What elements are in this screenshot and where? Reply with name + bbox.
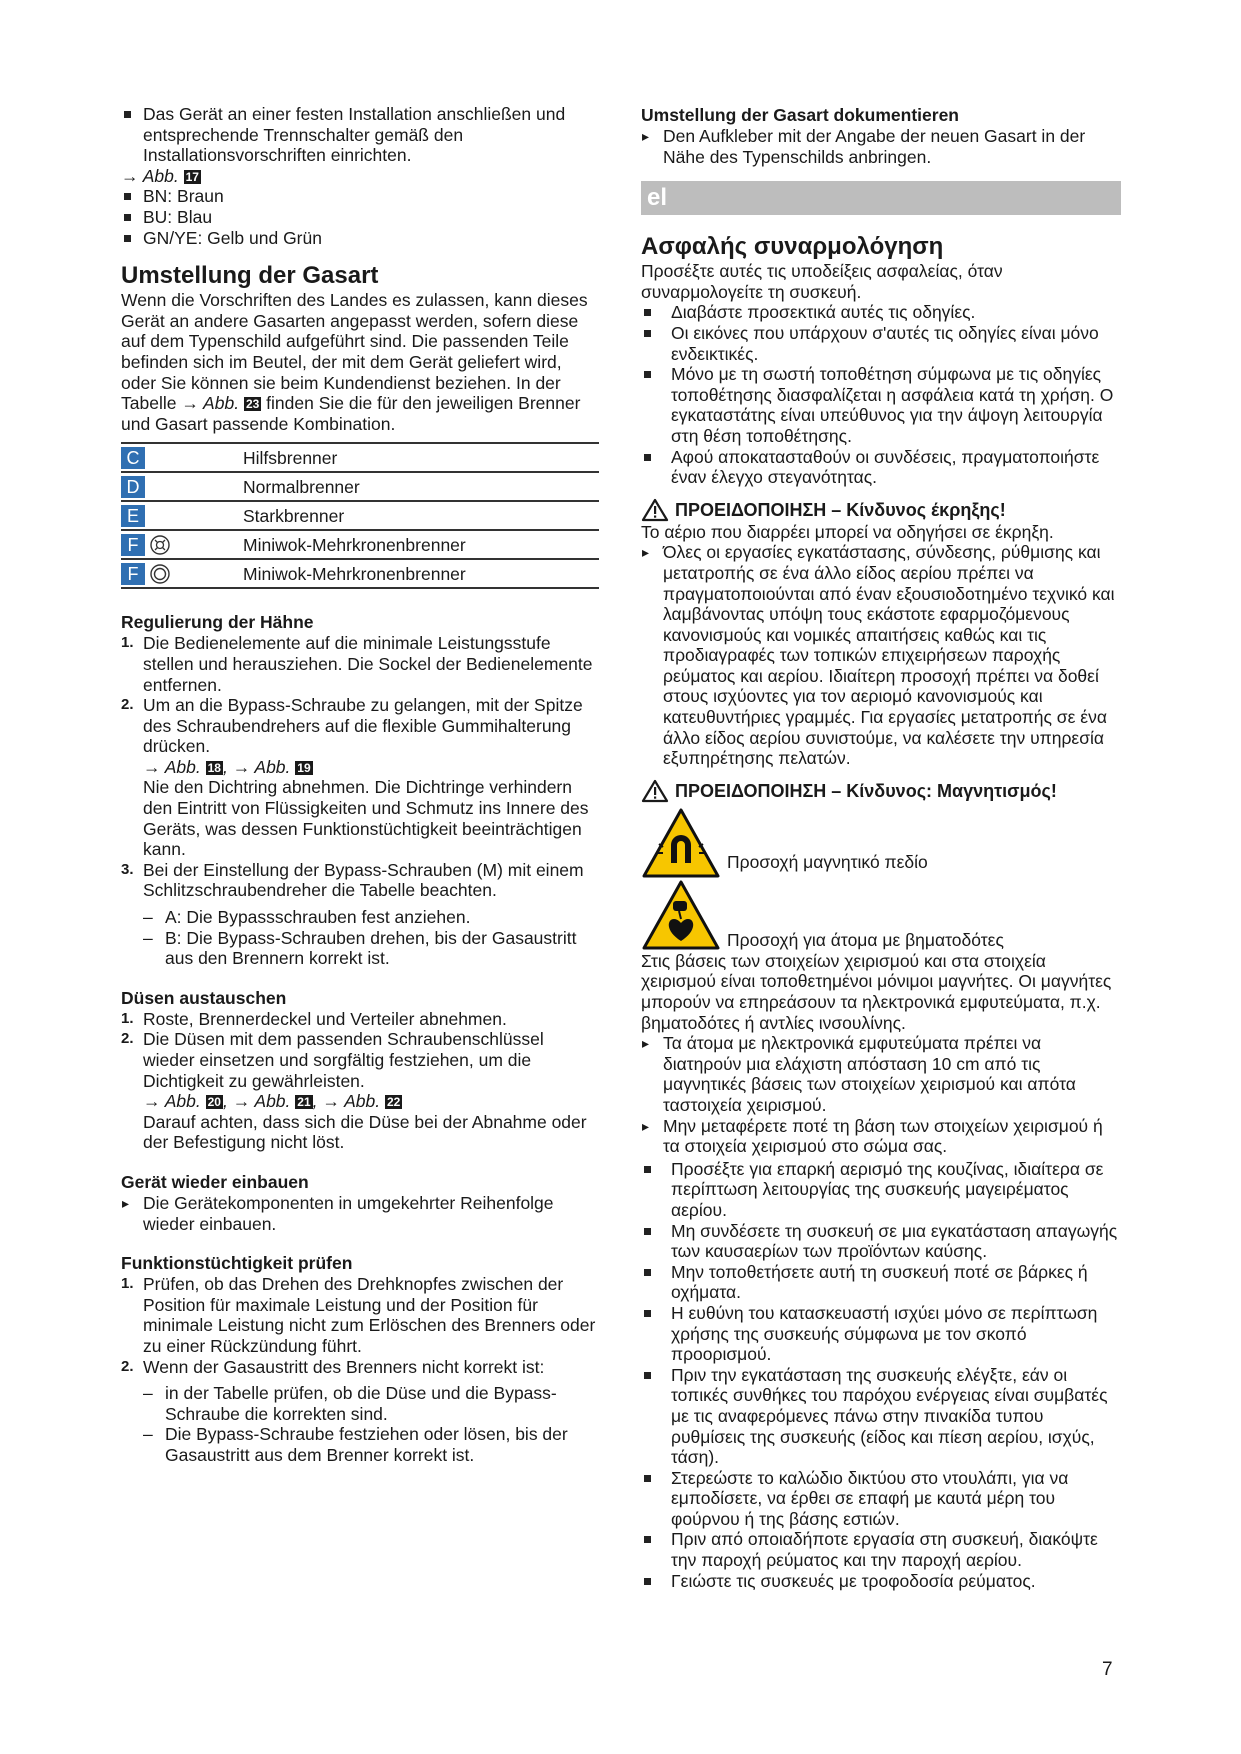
page-number: 7 (1102, 1659, 1113, 1680)
burner-name: Miniwok-Mehrkronenbrenner (243, 530, 599, 559)
sub-item: – B: Die Bypass-Schrauben drehen, bis der Gasaustritt aus den Brennern korrekt ist. (121, 928, 599, 969)
action-item: ▸ Τα άτομα με ηλεκτρονικά εμφυτεύματα πρέπει να διατηρούν μια ελάχιστη απόσταση 10 cm από τις μαγνητικές βάσεις των στοιχείων χειρισμού και απότα ταστοιχεία χειρισμού. (641, 1033, 1121, 1115)
list-item: Μην τοποθετήσετε αυτή τη συσκευή ποτέ σε βάρκες ή οχήματα. (641, 1262, 1121, 1303)
left-column (121, 104, 599, 1466)
warning-text: Το αέριο που διαρρέει μπορεί να οδηγήσει σε έκρηξη. (641, 521, 1054, 542)
pruefen-heading: Funktionstüchtigkeit prüfen (121, 1253, 353, 1274)
double-ring-icon (149, 563, 171, 585)
list-item: Οι εικόνες που υπάρχουν σ'αυτές τις οδηγίες είναι μόνο ενδεικτικές. (641, 323, 1121, 364)
list-item: 2. Um an die Bypass-Schraube zu gelangen, mit der Spitze des Schraubendrehers auf die flexible Gummihalterung drücken. (121, 695, 583, 757)
burner-table (121, 442, 599, 589)
intro-bullet: Das Gerät an einer festen Installation anschließen und entsprechende Trennschalter gemäß den Installationsvorschriften einrichten. (121, 104, 599, 166)
table-row (121, 472, 599, 501)
list-item: 2. Wenn der Gasaustritt des Brenners nicht korrekt ist: (121, 1356, 545, 1377)
magnet-text: Στις βάσεις των στοιχείων χειρισμού και στα στοιχεία χειρισμού είναι τοποθετημένοι μόνιμοι μαγνήτες. Οι μαγνήτες μπορούν να επηρεάσουν τα ηλεκτρονικά εμφυτεύματα, π.χ. βηματοδότες ή αντλίες ινσουλίνης. (641, 950, 1112, 1033)
pacemaker-pictogram: Προσοχή για άτομα με βηματοδότες (641, 879, 1121, 951)
figure-badge: 23 (245, 397, 260, 412)
list-note: Nie den Dichtring abnehmen. Die Dichtringe verhindern den Eintritt von Flüssigkeiten und Schmutz ins Innere des Geräts, was dessen Funktionstüchtigkeit beeinträchtigen kann. (143, 777, 589, 860)
burner-letter: D (121, 476, 145, 498)
language-bar: el (641, 181, 1121, 215)
warning-magnetism: ΠΡΟΕΙΔΟΠΟΙΗΣΗ – Κίνδυνος: Μαγνητισμός! (641, 779, 1121, 803)
action-item: ▸ Μην μεταφέρετε ποτέ τη βάση των στοιχείων χειρισμού ή τα στοιχεία χειρισμού στο σώμα σας. (641, 1116, 1121, 1157)
table-row (121, 443, 599, 472)
burner-letter: C (121, 447, 145, 469)
burner-name: Normalbrenner (243, 472, 599, 501)
haehne-heading: Regulierung der Hähne (121, 612, 314, 633)
list-item: Στερεώστε το καλώδιο δικτύου στο ντουλάπι, για να εμποδίσετε, να έρθει σε επαφή με καυτά μέρη του φούρνου ή της βάσης εστιών. (641, 1468, 1121, 1530)
wire-item: GN/YE: Gelb und Grün (121, 228, 599, 249)
list-item: Πριν την εγκατάσταση της συσκευής ελέγξτε, εάν οι τοπικές συνθήκες του παρόχου ενέργειας είναι συμβατές με τις αναφερόμενες πάνω στην πινακίδα τυπου ρυθμίσεις της συσκευής (είδος και πίεση αερίου, ισχύς, τάση). (641, 1365, 1121, 1468)
list-item: Διαβάστε προσεκτικά αυτές τις οδηγίες. (641, 302, 1121, 323)
wire-item: BN: Braun (121, 186, 599, 207)
sub-item: – A: Die Bypassschrauben fest anziehen. (121, 907, 599, 928)
einbauen-heading: Gerät wieder einbauen (121, 1171, 309, 1192)
sub-item: – Die Bypass-Schraube festziehen oder lösen, bis der Gasaustritt aus dem Brenner korrekt ist. (121, 1424, 599, 1465)
table-row (121, 501, 599, 530)
burner-letter: F (121, 563, 145, 585)
figure-ref: → Abb. 18 , → Abb. 19 (143, 756, 311, 777)
list-item: Μόνο με τη σωστή τοποθέτηση σύμφωνα με τις οδηγίες τοποθέτησης διασφαλίζεται η ασφάλεια κατά τη χρήση. Ο εγκαταστάτης είναι υπεύθυνος για την άψογη λειτουργία στη θέση τοποθέτησης. (641, 364, 1121, 446)
table-row (121, 530, 599, 559)
burner-letter: E (121, 505, 145, 527)
gasart-heading: Umstellung der Gasart (121, 262, 379, 290)
list-item: Προσέξτε για επαρκή αερισμό της κουζίνας, ιδιαίτερα σε περίπτωση λειτουργίας της συσκευής μαγειρέματος αερίου. (641, 1159, 1121, 1221)
figure-ref: → Abb. 20 , → Abb. 21 , → Abb. 22 (143, 1091, 401, 1112)
warning-triangle-icon (641, 779, 669, 803)
list-item: 3. Bei der Einstellung der Bypass-Schrauben (M) mit einem Schlitzschraubendreher die Tabelle beachten. (121, 859, 584, 901)
list-item: Πριν από οποιαδήποτε εργασία στη συσκευή, διακόψτε την παροχή ρεύματος και την παροχή αερίου. (641, 1529, 1121, 1570)
burner-letter: F (121, 534, 145, 556)
doku-heading: Umstellung der Gasart dokumentieren (641, 105, 959, 125)
right-column (641, 104, 1121, 1591)
duesen-heading: Düsen austauschen (121, 987, 287, 1008)
list-item: Η ευθύνη του κατασκευαστή ισχύει μόνο σε περίπτωση χρήσης της συσκευής σύμφωνα με τον σκοπό προορισμού. (641, 1303, 1121, 1365)
pacemaker-warning-icon (641, 879, 721, 951)
figure-ref: → Abb. 17 (121, 165, 199, 186)
warning-explosion: ΠΡΟΕΙΔΟΠΟΙΗΣΗ – Κίνδυνος έκρηξης! (641, 498, 1121, 522)
burner-name: Hilfsbrenner (243, 443, 599, 472)
sub-item: – in der Tabelle prüfen, ob die Düse und die Bypass-Schraube die korrekten sind. (121, 1383, 599, 1424)
gasart-paragraph: Wenn die Vorschriften des Landes es zulassen, kann dieses Gerät an andere Gasarten angepasst werden, sofern diese auf dem Typenschild aufgeführt sind. Die passenden Teile befinden sich im Beutel, der mit dem Gerät geliefert wird, oder Sie können sie beim Kundendienst beziehen. In der Tabelle → Abb. 23 finden Sie die für den jeweiligen Brenner und Gasart passende Kombination. (121, 290, 588, 434)
burner-name: Miniwok-Mehrkronenbrenner (243, 559, 599, 588)
list-item: 1. Prüfen, ob das Drehen des Drehknopfes zwischen der Position für maximale Leistung und der Position für minimale Leistung nicht zum Erlöschen des Brenners oder zu einer Rückzündung führt. (121, 1274, 596, 1356)
list-item: 1. Roste, Brennerdeckel und Verteiler abnehmen. (121, 1008, 507, 1029)
wire-item: BU: Blau (121, 207, 599, 228)
magnet-pictogram: Προσοχή μαγνητικό πεδίο (641, 807, 1121, 879)
safe-heading: Ασφαλής συναρμολόγηση (641, 233, 944, 261)
list-note: Darauf achten, dass sich die Düse bei der Abnahme oder der Befestigung nicht löst. (143, 1111, 587, 1153)
flame-ring-icon (149, 534, 171, 556)
burner-name: Starkbrenner (243, 501, 599, 530)
table-row (121, 559, 599, 588)
list-item: Μη συνδέσετε τη συσκευή σε μια εγκατάσταση απαγωγής των καυσαερίων των προϊόντων καύσης. (641, 1221, 1121, 1262)
list-item: 2. Die Düsen mit dem passenden Schraubenschlüssel wieder einsetzen und sorgfältig festziehen, um die Dichtigkeit zu gewährleisten. (121, 1029, 544, 1091)
list-item: Αφού αποκατασταθούν οι συνδέσεις, πραγματοποιήστε έναν έλεγχο στεγανότητας. (641, 447, 1121, 488)
warning-triangle-icon (641, 498, 669, 522)
magnet-field-icon (641, 807, 721, 879)
action-item: ▸ Den Aufkleber mit der Angabe der neuen Gasart in der Nähe des Typenschilds anbringen. (641, 126, 1121, 167)
action-item: ▸ Die Gerätekomponenten in umgekehrter Reihenfolge wieder einbauen. (121, 1193, 599, 1234)
list-item: 1. Die Bedienelemente auf die minimale Leistungsstufe stellen und herausziehen. Die Sockel der Bedienelemente entfernen. (121, 633, 593, 695)
safe-intro: Προσέξτε αυτές τις υποδείξεις ασφαλείας, όταν συναρμολογείτε τη συσκευή. (641, 261, 1003, 302)
figure-badge: 17 (185, 169, 199, 184)
action-item: ▸ Όλες οι εργασίες εγκατάστασης, σύνδεσης, ρύθμισης και μετατροπής σε ένα άλλο είδος αερίου πρέπει να πραγματοποιούνται από έναν εξουσιοδοτημένο τεχνικό και λαμβάνοντας υπόψη τους εκάστοτε εφαρμοζόμενους κανονισμούς και νομικές απαιτήσεις καθώς και τις προδιαγραφές των τοπικών επιχειρήσεων παροχής ρεύματος και αερίου. Ιδιαίτερη προσοχή πρέπει να δοθεί στους ισχύοντες για τον αεριομό κανονισμούς και κατευθυντήριες γραμμές. Για εργασίες μετατροπής σε ένα άλλο είδος αερίου συνιστούμε, να καλέσετε την υπηρεσία εξυπηρέτησης πελατών. (641, 542, 1121, 769)
list-item: Γειώστε τις συσκευές με τροφοδοσία ρεύματος. (641, 1571, 1121, 1592)
